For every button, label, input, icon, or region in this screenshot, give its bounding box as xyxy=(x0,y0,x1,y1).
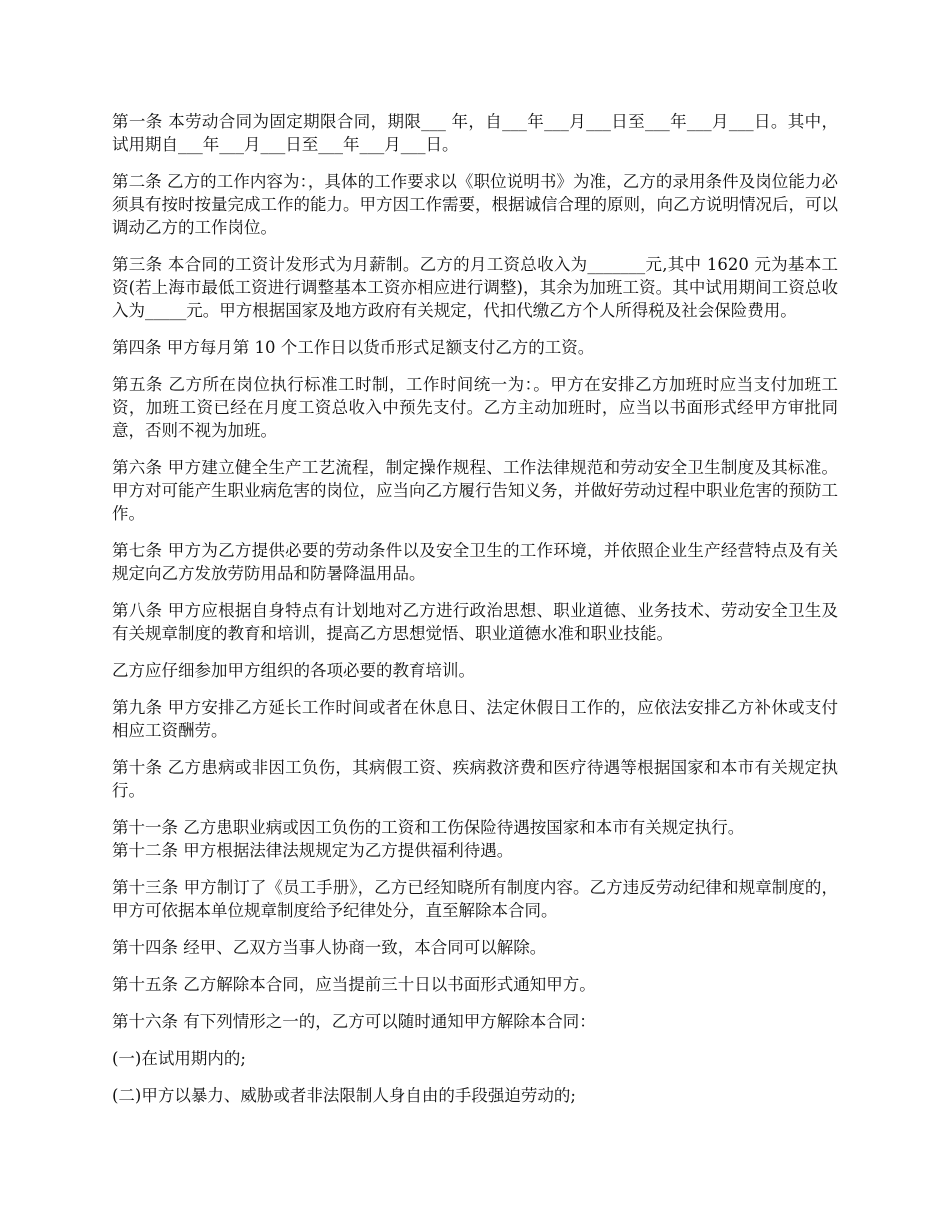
article-4: 第四条 甲方每月第 10 个工作日以货币形式足额支付乙方的工资。 xyxy=(112,338,595,357)
article-14: 第十四条 经甲、乙双方当事人协商一致，本合同可以解除。 xyxy=(112,938,547,957)
article-16: 第十六条 有下列情形之一的，乙方可以随时通知甲方解除本合同： xyxy=(112,1012,596,1031)
article-7: 第七条 甲方为乙方提供必要的劳动条件以及安全卫生的工作环境，并依照企业生产经营特点及有关规定向乙方发放劳防用品和防暑降温用品。 xyxy=(112,541,838,583)
article-1: 第一条 本劳动合同为固定期限合同，期限___ 年，自___年___月___日至___年___月___日。其中，试用期自___年___月___日至___年___月___日。 xyxy=(112,112,838,154)
article-12: 第十二条 甲方根据法律法规规定为乙方提供福利待遇。 xyxy=(112,841,514,860)
article-11: 第十一条 乙方患职业病或因工负伤的工资和工伤保险待遇按国家和本市有关规定执行。 xyxy=(112,818,745,837)
article-2: 第二条 乙方的工作内容为：，具体的工作要求以《职位说明书》为准，乙方的录用条件及岗位能力必须具有按时按量完成工作的能力。甲方因工作需要，根据诚信合理的原则，向乙方说明情况后，可以调动乙方的工作岗位。 xyxy=(112,172,838,237)
article-10: 第十条 乙方患病或非因工负伤，其病假工资、疾病救济费和医疗待遇等根据国家和本市有关规定执行。 xyxy=(112,758,838,800)
article-8-note: 乙方应仔细参加甲方组织的各项必要的教育培训。 xyxy=(112,661,475,680)
article-16-item-1: (一)在试用期内的; xyxy=(112,1049,246,1068)
article-5: 第五条 乙方所在岗位执行标准工时制，工作时间统一为：。甲方在安排乙方加班时应当支付加班工资，加班工资已经在月度工资总收入中预先支付。乙方主动加班时，应当以书面形式经甲方审批同意，否则不视为加班。 xyxy=(112,375,838,440)
article-6: 第六条 甲方建立健全生产工艺流程，制定操作规程、工作法律规范和劳动安全卫生制度及其标准。甲方对可能产生职业病危害的岗位，应当向乙方履行告知义务，并做好劳动过程中职业危害的预防工作。 xyxy=(112,458,838,523)
contract-document xyxy=(112,110,838,1121)
article-13: 第十三条 甲方制订了《员工手册》，乙方已经知晓所有制度内容。乙方违反劳动纪律和规章制度的，甲方可依据本单位规章制度给予纪律处分，直至解除本合同。 xyxy=(112,878,838,920)
article-16-item-2: (二)甲方以暴力、威胁或者非法限制人身自由的手段强迫劳动的; xyxy=(112,1086,576,1105)
article-9: 第九条 甲方安排乙方延长工作时间或者在休息日、法定休假日工作的，应依法安排乙方补休或支付相应工资酬劳。 xyxy=(112,698,838,740)
article-3: 第三条 本合同的工资计发形式为月薪制。乙方的月工资总收入为_______元,其中 1620 元为基本工资(若上海市最低工资进行调整基本工资亦相应进行调整)，其余为加班工资。其中试用期间工资总收入为_____元。甲方根据国家及地方政府有关规定，代扣代缴乙方个人所得税及社会保险费用。 xyxy=(112,255,838,320)
article-15: 第十五条 乙方解除本合同，应当提前三十日以书面形式通知甲方。 xyxy=(112,975,596,994)
article-8: 第八条 甲方应根据自身特点有计划地对乙方进行政治思想、职业道德、业务技术、劳动安全卫生及有关规章制度的教育和培训，提高乙方思想觉悟、职业道德水准和职业技能。 xyxy=(112,601,838,643)
